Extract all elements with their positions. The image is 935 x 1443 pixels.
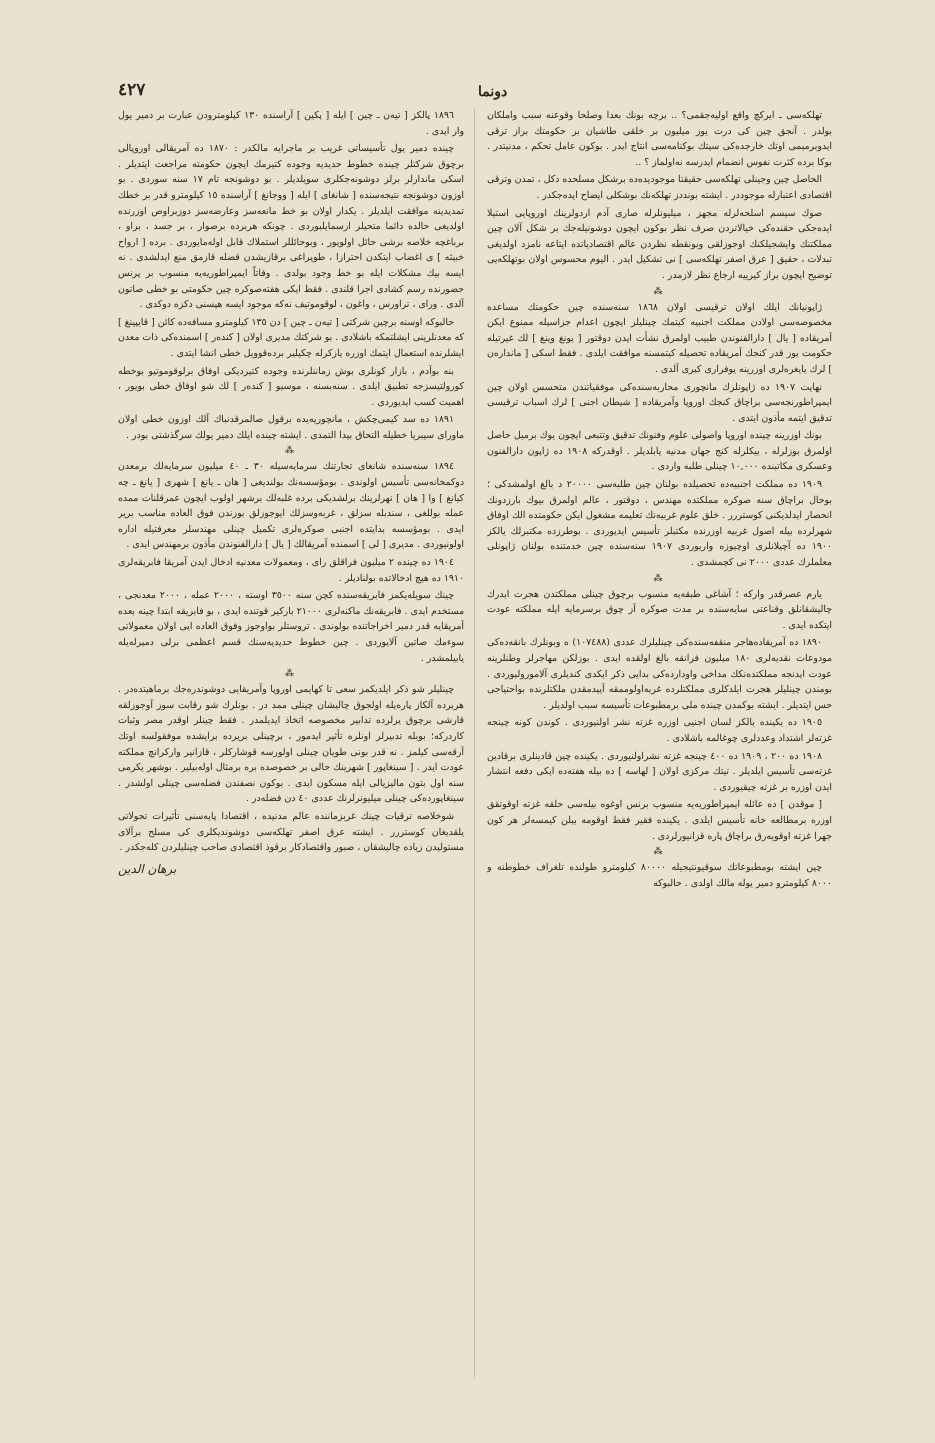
right-column <box>487 108 832 1378</box>
paragraph: بونك اوزرينە چيندە اوروپا واصولى علوم وفنونك تدقيق وتتبعى ايچون يوك برميل حاصل اولمرق بوزلرلە ، بيكلرلە كنج جهان مدنيە يابلديلر . اوقدركە ١٩٠٨ دە ژاپون دارالفنون وعسكرى مكاتبندە ١٠,٠٠٠ چينلى طلبە واردى . <box>487 430 832 473</box>
paragraph: يارم عصرقدر واركە ؛ آشاغى طبقەيە منسوب برچوق چينلى مملكتدن هجرت ايدرك چاليشقانلق وقناعتى سايەسندە بر مدت صوكرە آز چوق برسرمايە ايلە مملكتە عودت ايتكدە ايدى . <box>487 588 832 631</box>
paragraph: ١٨٩٠ دە آمريقادەهاجر منقفەسندەكى چينليلرك عددى (١٠٧٤٨٨) ه وبونلرك بانقەدەكى مودوعات نقديەلرى ١٨٠ ميليون فرانقە بالغ اولقدە ايدى . بوزلكن مهاجرلر وطنلرينە عودت ايدنجە مملكتدەنكك مداخى واوداردەكى بدايى ذكر ايكدى كنديلرى آلاموروليوردى . بومندن چينليلر هجرت ايلدكلرى مملكتلردە غربەاولوممقە آييدمقدن ملكتلرندە بواحتياجى حس ايتديلر . ايشتە بوكمدن چيندە ملى برمطبوعات تأسيسە سبب اولديلر . <box>487 637 832 711</box>
column-divider <box>474 108 475 1378</box>
running-head: دونما <box>478 84 508 100</box>
paragraph: ١٨٩٦ پالكز [ تيەن ـ چين ] ايلە [ پكين ] آراسندە ١٣٠ كيلومترودن عبارت بر دمير يول وار ايدى . <box>118 110 464 137</box>
page-number: ٤٢٧ <box>118 80 146 100</box>
paragraph: [ موقدن ] دە عائلە ايمپراطوريەيە منسوب برنس اوغوە بيلەسى حلقە غزتە اوقوتقق اوزرە برمطالعە خانە تأسيس ايلدى . يكيندە فقير فقط اوقومە بيلن كيمسەلر هر كون جهرا غزتە اوقويەرق براچاق پارە قزانيورلردى . <box>487 799 832 842</box>
paragraph: ١٩٠٥ دە يكيندە يالكز لسان اجنيى اوزرە غزتە نشر اولنيوردى . كوندن كونە چينجە غزتەلر اشتداد وعددلرى چوغالمە باشلادى . <box>487 717 832 744</box>
paragraph: چيندە دمير يول تأسيساتى غريب بر ماجرايە مالكدر : ١٨٧٠ دە آمريقالى اوروپالى برچوق شركتلر چيندە خطوط حديديە وجودە كتيرمك ايچون حكومتە مراجعت ايتديلر . اسكى ماندارلر برلز دوشونەجكلرى سويلديلر . بو دوشونجە تام ١٧ سنە سوردى . بو اوزون دوشونجە نتيجەسندە [ شانغاى ] ايلە [ ووجانغ ] آراسندە ١٥ كيلومترو قدر بر خطك تمديدينە موافقت ايلديلر . يكدار اولان بو خط مانعەسز وعارضەسز دوزبراوص اوزرندە اولديغى حالدە دائما متحيلر ارسمايلبوردى . چونكە هربردە برصوار ، بر جسد ، براو ، برباغچە خلاصە برشى حائل اولويور ، وبوحائللر استملاك قابل اولەمايوردى . بردە [ ارواح خبيثە ] ى اغضاب ايتكدن احترازا ، طوپراغى برقازيشدن قضلە قازمق منع ايدلشدى . نه ايسه بيك مشكلات ايلە بو خط وجود بولدى . وفاتاً ايمپراطوريەيە منسوب بر پرنس حضورندە رسم كشادى اجرا قلندى . فقط ايكى هفتەصوكرە چين حكومتى بو خطى صاتون آلدى . ورای ، تراورس ، واغون ، لوقوموتيف نەكە موجود ايسە هپسنى دكزە دوكدى . <box>118 143 464 311</box>
paragraph: ١٨٩٤ سنەسندە شانغاى تجارتنك سرمايەسيلە ٣٠ ـ ٤٠ ميليون سرمايەلك برمعدن دوكمخانەسى تأسيس اولوندى . بومؤسسەنك بولنديغى [ هان ـ يانغ ] شهرى [ يانغ ـ چە كيانغ ] وا [ هان ] نهرلرينك برلشديكى بردە غلبەلك برشهر اولوب ايچون عمرقلنات ممدە عملە بوللغى ، سندبلە سزلق ، غربەوسزلك ايوجوزلق بوزندن فوق العادە مناسب برير ايدى . بومؤسسە بدايتدە اجنبى صوكرەلرى تكميل چينلى مهندسلر معرفتيلە ادارە اولونيوردى . مديرى [ لى ] اسمندە آمريقالك [ يال ] دارالفنوندن مأذون برمهندس ايدى . <box>118 461 464 551</box>
paragraph: حالبوكە اوسنە برچين شركتى [ تيەن ـ چين ] دن ١٣٥ كيلومترو مسافەدە كائن [ قايپينغ ] كە معدنلرينى ايشلتمكە باشلادى . بو شركتك مديرى اولان [ كندەر ] اسمندەكى ذات معدن ايشلرندە استعمال ايتمك اوزرە يازكرلە چكيلير بردەقوويل خطى انشا ايتدى . <box>118 316 464 359</box>
section-separator: ⁂ <box>653 573 666 584</box>
paragraph: شوخلاصە ترقيات چينك غربزمانندە عالم مدنيدە ، اقتصادا پايەسنى تأثيرات تحولاتى يلقديغان كوستررر . ايشتە عرق اصفر تهلكەسى دوشونديكلرى كى مسلح برآلاى مستوليدن زيادە چاليشقان ، صبور واقتصادكار برقوذ اقتصادى صاحب چينليلردن كلەجكدر . <box>118 810 464 854</box>
paragraph: ١٨٩١ دە سد كيمى‌چكش ، مانچوريەيدە برقول صالمرقدنباك آلك اوزون خطى اولان ماوراى سيبريا خطيلە التحاق بيدا التمدى . ايشتە چيندە ايلك دمير يولك سرگذشتى بودر . <box>118 414 464 441</box>
section-separator: ⁂ <box>285 669 297 680</box>
paragraph: تهلكەسى ـ ايركچ واقع اوليەجقمى؟ .. برچە بونك بعدا وصلحا وقوعنە سبب واملكان بولدر . آنجق چين كى درت يوز ميليون بر خلقى طاشيان بر حكومتك براز ترقى ايدوبرميمى اوتك خارجدەكى سيتك بوكنامەسى انتاج ايدر . بوكون عامل تحكم ، مدنيتدر . بوكا بردە كثرت نفوس انضمام ايدرسە نەاولماز ؟ .. <box>487 110 832 168</box>
paragraph: ژاپونيانك ايلك اولان ترقيسى اولان ١٨٦٨ سنەسندە چين حكومتك مساعدە مخصوصەسى اولادن مملكت اجنبيە كيتمك چينليلر ايچون اعدام جزاسيلە ممنوع ايكن آمريقادە [ يال ] دارالفنوندن طبيب اولمرق نشأت ايدن دوقتور [ يونغ وينغ ] لك غيرتيلە حكومت يوز قدر كنجك آمريقادە تحصيلە كيتمسنە موافقت ايلدى . فقط اسكى [ ماندارەن ] لرك يايغرەلرى اوزرينە يوفرارى كيرى آلدى . <box>487 301 832 375</box>
paragraph: چين ايشتە بومطبوعاتك سوقيونتيجيلە ٨٠٠٠٠ كيلومترو طولندە تلغراف خطوطنە و ٨٠٠٠ كيلومترو دمير يولە مالك اولدى . حالبوكە <box>487 862 832 889</box>
section-separator: ⁂ <box>653 847 666 858</box>
paragraph: ١٩٠٨ دە ٢٠٠ ، ١٩٠٩ دە ٤٠٠ چينجە غزتە نشراولنيوردى . يكيندە چين قادينلرى برقادين غزتەسى تأسيس ايلديلر . تيتك مركزى اولان [ لهاسە ] دە بيلە هفتەدە ايكى دفعە انتشار ايدن اوزرە بر غزتە چيقيوردى . <box>487 750 832 793</box>
paragraph: چينك سويلەيكمز فابريقەسندە كچن سنە ٣٥٠٠ اوستە ، ٢٠٠٠ عملە ، ٢٠٠٠ معدنجى ، مستخدم ايدى . فابريقەنك ماكنەلرى ٢١٠٠٠ باركير قوتندە ايدى ، بو فابريقە ابتدا چينە بعدە آمريقايە قدر دمير اخراجاتندە بولوندى . تروستلر بواوجوز وفوق العادە ايى اولان معمولاتى سوءمك صاتين آلايوردى . چين خطوط حديديەسنك قسم اعظمى برلى دميرلەيلە يابيلمشدر . <box>118 590 464 664</box>
paragraph: ١٩٠٩ دە مملكت اجنبيەدە تحصيلدە بولنان چين طلبەسى ٢٠٠٠٠ د بالغ اولمشدكى ؛ بوحال براچاق سنە صوكرە مملكتدە مهندس ، دوقتور ، عالم اولمرق بيوك بارزدونك انحصار ايدلديكنى كوستررر . خلق علوم غربيەنك تعليمە مشغول ايكن حكومتدە الك اوفاق شهرلردە بيلە اصول غربيە اوزرندە مكتبلر تأسيس ايديوردى . بوطرزدە مكتبرلك يالكز ١٩٠٠ دە آچيلانلرى اوچيوزە واريوردى ١٩٠٧ سنەسندە چين خدمتندە بولنان ژاپونلى معلملرك عددى ٢٠٠٠ نى كچمشدى . <box>487 479 832 569</box>
paragraph: بنە بوآدم ، بازار كونلرى بوش زماننلرندە وجودە كتيرديكى اوفاق برلوقوموتيو بوخطە كورولتيسزجە تطبيق ايلدى . سنەبسنە ، موسيو [ كندەر ] لك شو اوفاق خطى بويور ، اهميت كسب ايديوردى . <box>118 365 464 408</box>
section-separator: ⁂ <box>285 446 297 457</box>
paragraph: ١٩٠٤ دە چيندە ٢ ميليون فراقلق راى ، ومعمولات معدنيە ادخال ايدن آمريقا فابريقەلرى ١٩١٠ دە هيچ ادخالاتدە بولناديلر . <box>118 557 464 584</box>
section-separator: ⁂ <box>653 286 666 297</box>
left-column <box>118 108 464 1378</box>
paragraph: نهايت ١٩٠٧ دە ژاپونلرك مانچورى محاربەسندەكى موفقياتندن متحسس اولان چين ايمپراطورنجەسى براچاق كنجك اوروپا وآمريقادە [ شيطان اجنى ] لرك اسباب ترقيسى تدقيق ايتمە مأذون ايتدى . <box>487 381 832 424</box>
paragraph: الحاصل چين وجينلى تهلكەسى حقيقتا موجوديدەدە برشكل مسلحدە دكل ، تمدن وترقى اقتصادى اعتبارلە موجوددر . ايشتە بونددز تهلكەنك بوشكلى ايضاح ايدەجكدر . <box>487 174 832 201</box>
author-signature: برهان الدين <box>118 861 177 876</box>
paragraph: چينليلر شو ذكر ايلديكمز سعى تا كهايمى اوروپا وآمريقايى دوشوندرەجك برماهيتدەدر . هربردە آلكاز پارەيلە اولجوق چاليشان چينلى ممد در . بونلرك شو رقابت سوز آوجوزلقە قارشى برچوق يرلردە تدابير مخصوصە اتخاذ ايديلمدر . فقط چينلر اوقدر مصر وثبات كاردركە؛ بوبلە تدبيرلر اونلرە تأثير ايدمور ، برچينلى بريردە برايشدە موفقولسە اوتك آرقەسى كيلمز . نە قدر بونى طويان چينلى اولورسە قوشاركلر ، قازانير واركرانچ مملكتە عودت ايدر . [ سينغاپور ] شهرينك حالى بر خصوصدە برە برمثال اولەبيلير . بوشهر يكرمى سنە اول بتون ماليزيالى ايلە مسكون ايدى . بوكون نصفندن فضلەسى چينلى اولشدر . سينغاپوردەكى چينلى ميليونرلرنك عددى ٤٠ دن فضلەدر . <box>118 684 464 805</box>
paragraph: صوك سيسم اسلحەلرلە مجهز ، ميليونلرلە صارى آدم اردولرينك اوروپايى استيلا ايدەجكى حقندەكى خيالاتردن صرف نظر بوكون ايچون دوشونيلەجك بر شكل آلان چين مملكتنك وايشجيلكنك اوجوزلقى وبونقطە نظردن عالم اقتصادياتدە ايتاعە نامزد اولديغى تبدلات ، حقيق [ عرق اصفر تهلكەسى ] نى تشكيل ايدر . اليوم محسوس اولان بوتهلكەيى توضيح ايچون براز كيرييە ارجاع نظر لازمدر . <box>487 207 832 281</box>
